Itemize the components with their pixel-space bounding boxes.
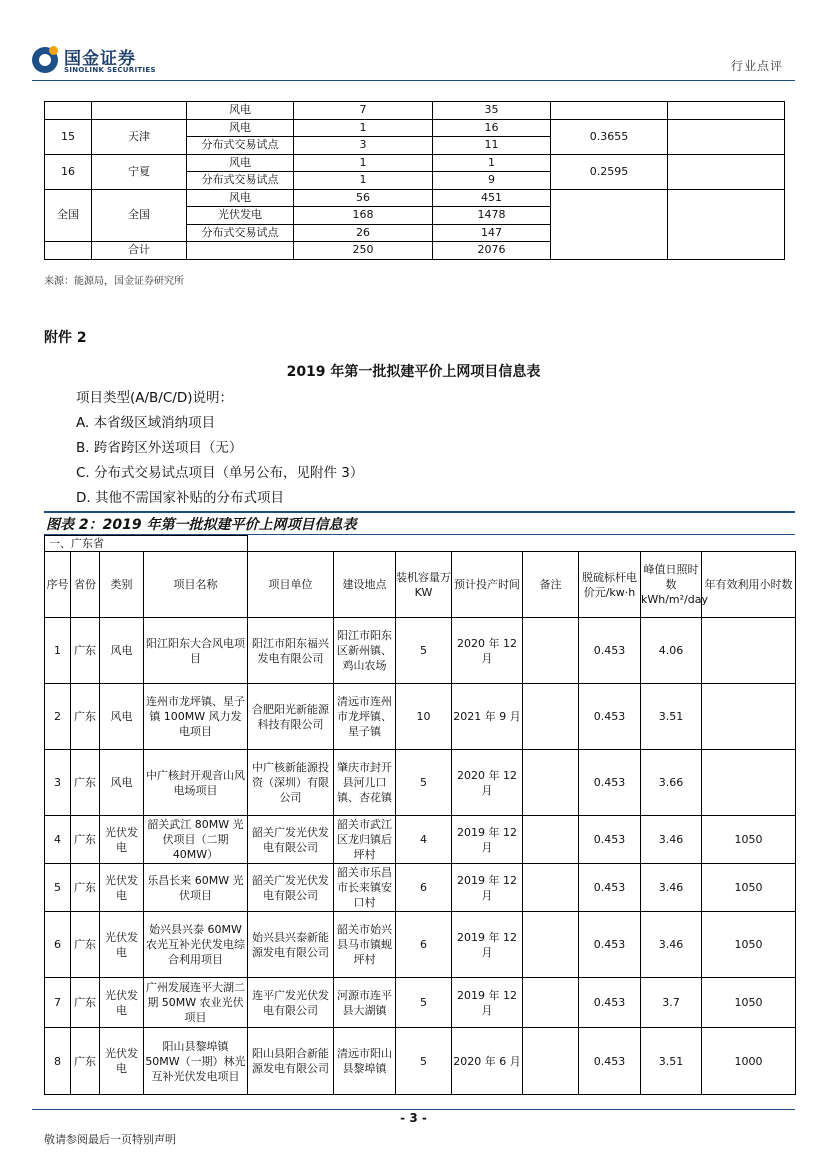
- cell-unit: 连平广发光伏发电有限公司: [248, 978, 334, 1028]
- cell-total-label: 合计: [92, 242, 187, 260]
- cell-total-capacity: 2076: [433, 242, 551, 260]
- cell-type: 风电: [187, 189, 294, 207]
- cell-name: 连州市龙坪镇、星子镇 100MW 风力发电项目: [144, 684, 248, 750]
- cell-date: 2019 年 12 月: [452, 816, 523, 864]
- col-header: 项目单位: [248, 552, 334, 618]
- cell-prov: 广东: [71, 684, 100, 750]
- cell-note: [523, 816, 579, 864]
- footer-divider: [32, 1109, 795, 1110]
- cell-hours: 1050: [702, 864, 796, 912]
- cell-count: 26: [294, 224, 433, 242]
- cell-hours: 1050: [702, 816, 796, 864]
- col-header: 装机容量万 KW: [396, 552, 452, 618]
- cell-cap: 5: [396, 750, 452, 816]
- cell-prov: 广东: [71, 1028, 100, 1095]
- cell-sun: 3.66: [641, 750, 702, 816]
- project-rows: [45, 618, 796, 1095]
- cell-type: 风电: [187, 154, 294, 172]
- report-category: 行业点评: [730, 59, 783, 73]
- cell-cap: 5: [396, 618, 452, 684]
- table-row: [45, 119, 785, 137]
- cell-cap: 6: [396, 912, 452, 978]
- cell-price: 0.453: [579, 684, 641, 750]
- cell-date: 2019 年 12 月: [452, 978, 523, 1028]
- cell-cat: 光伏发电: [100, 864, 144, 912]
- cell-cat: 风电: [100, 618, 144, 684]
- table-row: [45, 912, 796, 978]
- cell-note: [523, 618, 579, 684]
- cell-capacity: 16: [433, 119, 551, 137]
- cell-count: 56: [294, 189, 433, 207]
- cell-unit: 中广核新能源投资（深圳）有限公司: [248, 750, 334, 816]
- cell-note: [523, 864, 579, 912]
- cell-cap: 10: [396, 684, 452, 750]
- table-row: [45, 1028, 796, 1095]
- cell-name: 乐昌长来 60MW 光伏项目: [144, 864, 248, 912]
- document-title: 2019 年第一批拟建平价上网项目信息表: [286, 364, 541, 380]
- header-row: [45, 552, 796, 618]
- source-note: 来源：能源局，国金证券研究所: [44, 276, 184, 287]
- table-row: [45, 816, 796, 864]
- cell-count: 1: [294, 172, 433, 190]
- cell-capacity: 451: [433, 189, 551, 207]
- cell-unit: 韶关广发光伏发电有限公司: [248, 864, 334, 912]
- col-header: 序号: [45, 552, 71, 618]
- type-note-a: A. 本省级区域消纳项目: [76, 415, 216, 431]
- cell-no: 6: [45, 912, 71, 978]
- cell-name: 阳山县黎埠镇 50MW（一期）林光互补光伏发电项目: [144, 1028, 248, 1095]
- province-header-row: [45, 536, 796, 552]
- cell-count: 7: [294, 102, 433, 120]
- cell-type: 风电: [187, 102, 294, 120]
- type-note-heading: 项目类型(A/B/C/D)说明：: [76, 390, 233, 406]
- cell-capacity: 9: [433, 172, 551, 190]
- cell-type: 分布式交易试点: [187, 224, 294, 242]
- page-header: [0, 0, 827, 80]
- cell-sun: 3.46: [641, 864, 702, 912]
- cell-no: 4: [45, 816, 71, 864]
- cell-cat: 光伏发电: [100, 912, 144, 978]
- cell-prov: 广东: [71, 618, 100, 684]
- cell-sun: 3.7: [641, 978, 702, 1028]
- cell-price: 0.453: [579, 864, 641, 912]
- cell-price: 0.453: [579, 618, 641, 684]
- cell-no: 2: [45, 684, 71, 750]
- cell-price: 0.453: [579, 978, 641, 1028]
- cell-unit: 阳山县阳合新能源发电有限公司: [248, 1028, 334, 1095]
- col-header: 年有效利用小时数: [702, 552, 796, 618]
- cell-unit: 阳江市阳东福兴发电有限公司: [248, 618, 334, 684]
- cell-sun: 3.46: [641, 816, 702, 864]
- cell-site: 韶关市乐昌市长来镇安口村: [334, 864, 396, 912]
- cell-no: 全国: [45, 189, 92, 242]
- cell-cat: 风电: [100, 684, 144, 750]
- logo-dot: [49, 46, 58, 55]
- cell-no: 15: [45, 119, 92, 154]
- cell-site: 清远市阳山县黎埠镇: [334, 1028, 396, 1095]
- col-header: 建设地点: [334, 552, 396, 618]
- cell-cat: 光伏发电: [100, 978, 144, 1028]
- table-row: [45, 978, 796, 1028]
- cell-price: 0.453: [579, 1028, 641, 1095]
- cell-capacity: 1478: [433, 207, 551, 225]
- table-row: [45, 189, 785, 207]
- col-header: 脱硫标杆电价元/kw·h: [579, 552, 641, 618]
- cell-cap: 4: [396, 816, 452, 864]
- cell-type: 分布式交易试点: [187, 172, 294, 190]
- cell-hours: 1000: [702, 1028, 796, 1095]
- cell-cat: 光伏发电: [100, 1028, 144, 1095]
- cell-date: 2019 年 12 月: [452, 912, 523, 978]
- cell-cat: 光伏发电: [100, 816, 144, 864]
- type-note-d: D. 其他不需国家补贴的分布式项目: [76, 490, 284, 506]
- cell-note: [523, 684, 579, 750]
- cell-prov: 广东: [71, 912, 100, 978]
- brand-name-en: SINOLINK SECURITIES: [64, 66, 156, 74]
- cell-hours: 1050: [702, 912, 796, 978]
- cell-price: 0.453: [579, 750, 641, 816]
- cell-no: 7: [45, 978, 71, 1028]
- cell-count: 1: [294, 154, 433, 172]
- cell-name: 始兴县兴泰 60MW 农光互补光伏发电综合利用项目: [144, 912, 248, 978]
- cell-province: 宁夏: [92, 154, 187, 189]
- cell-price: 0.453: [579, 912, 641, 978]
- approved-projects-table: [44, 101, 785, 260]
- cell-sun: 3.46: [641, 912, 702, 978]
- table-row: [45, 684, 796, 750]
- cell-site: 阳江市阳东区新州镇、鸡山农场: [334, 618, 396, 684]
- cell-count: 1: [294, 119, 433, 137]
- cell-note: [523, 912, 579, 978]
- cell-capacity: 11: [433, 137, 551, 155]
- cell-cap: 6: [396, 864, 452, 912]
- cell-type: 风电: [187, 119, 294, 137]
- cell-date: 2020 年 12 月: [452, 618, 523, 684]
- table-row: [45, 864, 796, 912]
- cell-name: 阳江阳东大合风电项目: [144, 618, 248, 684]
- cell-site: 清远市连州市龙坪镇、星子镇: [334, 684, 396, 750]
- cell-cat: 风电: [100, 750, 144, 816]
- cell-hours: [702, 684, 796, 750]
- type-note-c: C. 分布式交易试点项目（单另公布，见附件 3）: [76, 465, 364, 481]
- type-note-b: B. 跨省跨区外送项目（无）: [76, 440, 243, 456]
- province-header: 一、广东省: [45, 536, 248, 552]
- cell-capacity: 1: [433, 154, 551, 172]
- cell-price: 0.453: [579, 816, 641, 864]
- cell-site: 韶关市始兴县马市镇蚬坪村: [334, 912, 396, 978]
- cell-capacity: 35: [433, 102, 551, 120]
- cell-prov: 广东: [71, 816, 100, 864]
- cell-name: 韶关武江 80MW 光伏项目（二期 40MW）: [144, 816, 248, 864]
- cell-note: [523, 1028, 579, 1095]
- page-number: - 3 -: [400, 1111, 427, 1125]
- col-header: 类别: [100, 552, 144, 618]
- cell-name: 广州发展连平大湖二期 50MW 农业光伏项目: [144, 978, 248, 1028]
- cell-date: 2019 年 12 月: [452, 864, 523, 912]
- disclaimer-note: 敬请参阅最后一页特别声明: [44, 1133, 176, 1146]
- col-header: 项目名称: [144, 552, 248, 618]
- cell-capacity: 147: [433, 224, 551, 242]
- cell-hours: [702, 750, 796, 816]
- attachment-label: 附件 2: [44, 330, 87, 346]
- cell-no: 16: [45, 154, 92, 189]
- cell-prov: 广东: [71, 750, 100, 816]
- cell-name: 中广核封开观音山风电场项目: [144, 750, 248, 816]
- col-header: 备注: [523, 552, 579, 618]
- cell-sun: 3.51: [641, 1028, 702, 1095]
- col-header: 预计投产时间: [452, 552, 523, 618]
- cell-no: 1: [45, 618, 71, 684]
- figure-top-rule: [44, 511, 795, 513]
- cell-type: 光伏发电: [187, 207, 294, 225]
- cell-date: 2020 年 12 月: [452, 750, 523, 816]
- cell-hours: [702, 618, 796, 684]
- header-divider: [32, 80, 795, 81]
- cell-date: 2021 年 9 月: [452, 684, 523, 750]
- cell-count: 168: [294, 207, 433, 225]
- cell-no: 3: [45, 750, 71, 816]
- cell-unit: 始兴县兴泰新能源发电有限公司: [248, 912, 334, 978]
- cell-hours: 1050: [702, 978, 796, 1028]
- cell-province: 全国: [92, 189, 187, 242]
- cell-site: 韶关市武江区龙归镇后坪村: [334, 816, 396, 864]
- cell-count: 3: [294, 137, 433, 155]
- cell-price: 0.3655: [551, 119, 668, 154]
- table-row: [45, 102, 785, 120]
- figure-title: 图表 2：2019 年第一批拟建平价上网项目信息表: [46, 517, 357, 533]
- table-row: [45, 750, 796, 816]
- col-header: 峰值日照时数kWh/m²/day: [641, 552, 702, 618]
- cell-total-count: 250: [294, 242, 433, 260]
- cell-cap: 5: [396, 1028, 452, 1095]
- cell-prov: 广东: [71, 978, 100, 1028]
- cell-no: 8: [45, 1028, 71, 1095]
- cell-sun: 4.06: [641, 618, 702, 684]
- cell-province: 天津: [92, 119, 187, 154]
- cell-sun: 3.51: [641, 684, 702, 750]
- cell-unit: 韶关广发光伏发电有限公司: [248, 816, 334, 864]
- cell-note: [523, 978, 579, 1028]
- cell-date: 2020 年 6 月: [452, 1028, 523, 1095]
- col-header: 省份: [71, 552, 100, 618]
- cell-site: 肇庆市封开县河儿口镇、杏花镇: [334, 750, 396, 816]
- cell-no: 5: [45, 864, 71, 912]
- cell-note: [523, 750, 579, 816]
- cell-unit: 合肥阳光新能源科技有限公司: [248, 684, 334, 750]
- cell-site: 河源市连平县大湖镇: [334, 978, 396, 1028]
- cell-cap: 5: [396, 978, 452, 1028]
- brand-name-cn: 国金证券: [64, 49, 136, 69]
- cell-type: 分布式交易试点: [187, 137, 294, 155]
- table-row: [45, 154, 785, 172]
- cell-price: 0.2595: [551, 154, 668, 189]
- project-info-table: [44, 535, 796, 1095]
- cell-prov: 广东: [71, 864, 100, 912]
- table-row: [45, 618, 796, 684]
